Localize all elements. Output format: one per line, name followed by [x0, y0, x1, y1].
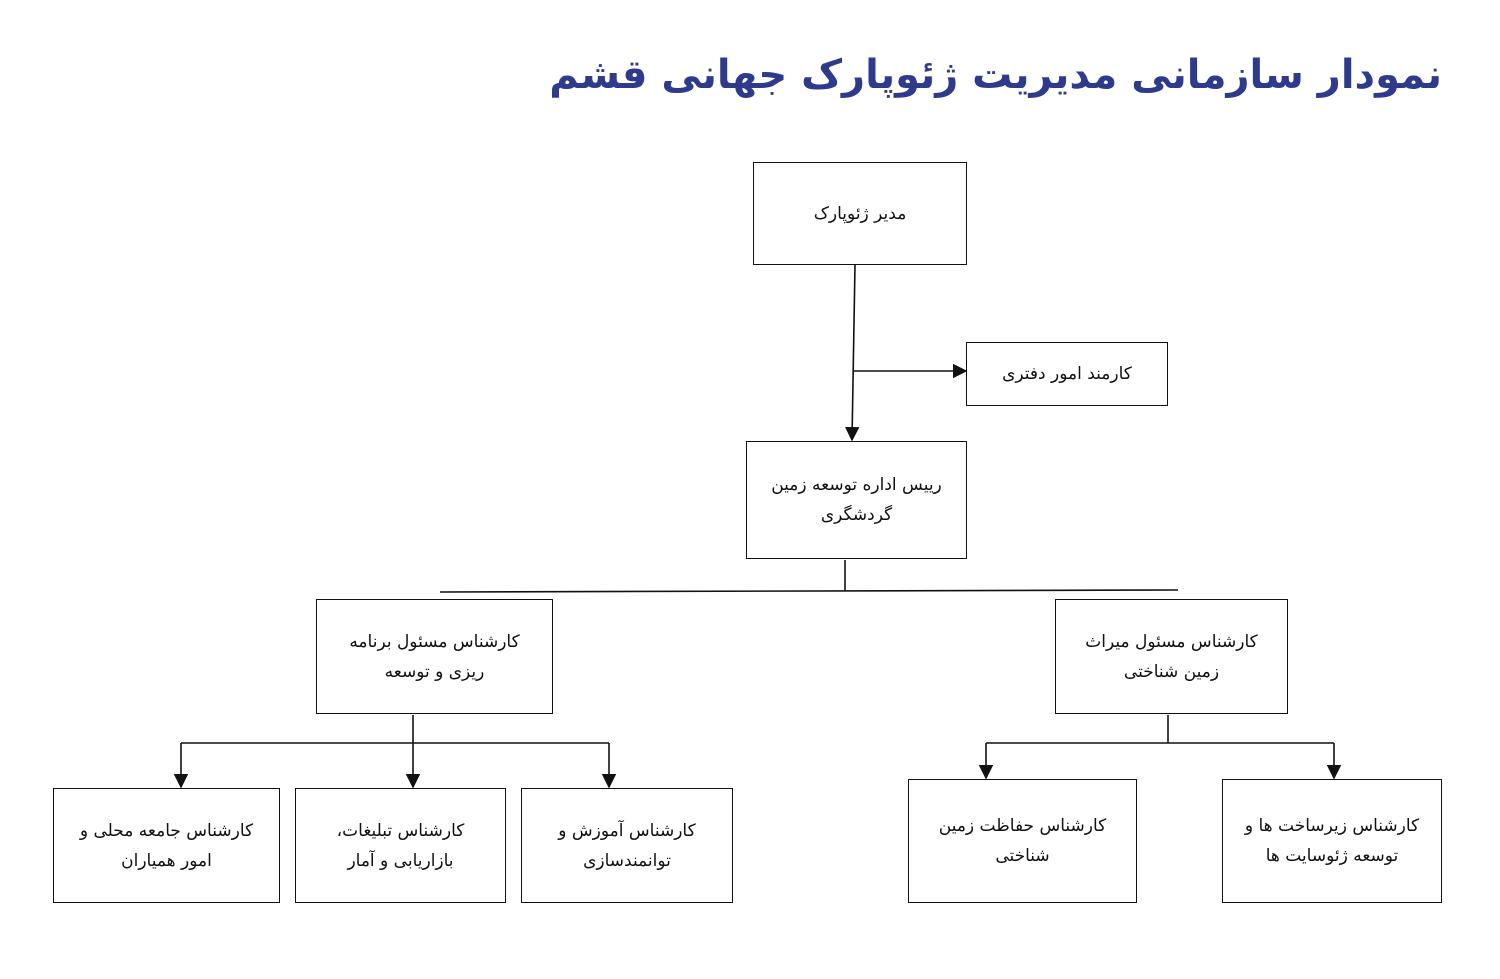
node-office-clerk: [966, 342, 1168, 406]
node-expert-planning: [316, 599, 553, 714]
node-expert-heritage-label: کارشناس مسئول میراث زمین شناختی: [1085, 631, 1258, 682]
node-expert-heritage: [1055, 599, 1288, 714]
node-head-tourism-dev: [746, 441, 967, 559]
node-expert-community-label: کارشناس جامعه محلی و امور همیاران: [79, 820, 254, 871]
node-expert-infrastructure-label: کارشناس زیرساخت ها و توسعه ژئوسایت ها: [1244, 816, 1420, 866]
node-expert-infrastructure: [1222, 779, 1442, 903]
node-expert-community: [53, 788, 280, 903]
node-head-tourism-dev-label: رییس اداره توسعه زمین گردشگری: [771, 475, 942, 525]
node-expert-conservation: [908, 779, 1137, 903]
node-expert-marketing: [295, 788, 506, 903]
connector-bus: [440, 590, 1178, 592]
chart-title: نمودار سازمانی مدیریت ژئوپارک جهانی قشم: [549, 52, 1442, 98]
node-office-clerk-label: کارمند امور دفتری: [1002, 364, 1132, 384]
node-expert-conservation-label: کارشناس حفاظت زمین شناختی: [938, 816, 1107, 866]
node-expert-marketing-label: کارشناس تبلیغات، بازاریابی و آمار: [336, 820, 465, 871]
node-director-label: مدیر ژئوپارک: [813, 203, 907, 224]
node-expert-education: [521, 788, 733, 903]
node-director: [753, 162, 967, 265]
connector-director-head: [852, 265, 855, 440]
node-expert-planning-label: کارشناس مسئول برنامه ریزی و توسعه: [349, 631, 520, 682]
node-expert-education-label: کارشناس آموزش و توانمندسازی: [558, 820, 696, 871]
